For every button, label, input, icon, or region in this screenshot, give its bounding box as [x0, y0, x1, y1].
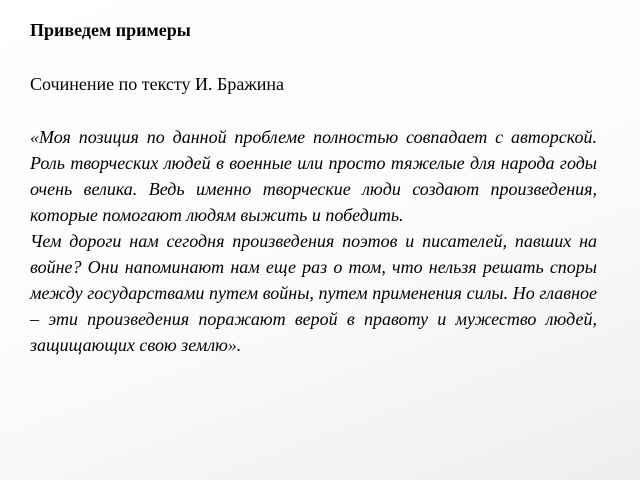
essay-quote [30, 124, 597, 358]
slide-heading: Приведем примеры [30, 20, 191, 40]
quote-paragraph-1: «Моя позиция по данной проблеме полностью совпадает с авторской. Роль творческих людей в военные или просто тяжелые для народа годы очень велика. Ведь именно творческие люди создают произведения, которые помогают людям выжить и победить. [30, 127, 597, 225]
essay-subtitle: Сочинение по тексту И. Бражина [30, 74, 285, 94]
quote-paragraph-2: Чем дороги нам сегодня произведения поэтов и писателей, павших на войне? Они напоминают нам еще раз о том, что нельзя решать споры между государствами путем войны, путем применения силы. Но главное – эти произведения поражают верой в правоту и мужество людей, защищающих свою землю». [30, 231, 597, 355]
